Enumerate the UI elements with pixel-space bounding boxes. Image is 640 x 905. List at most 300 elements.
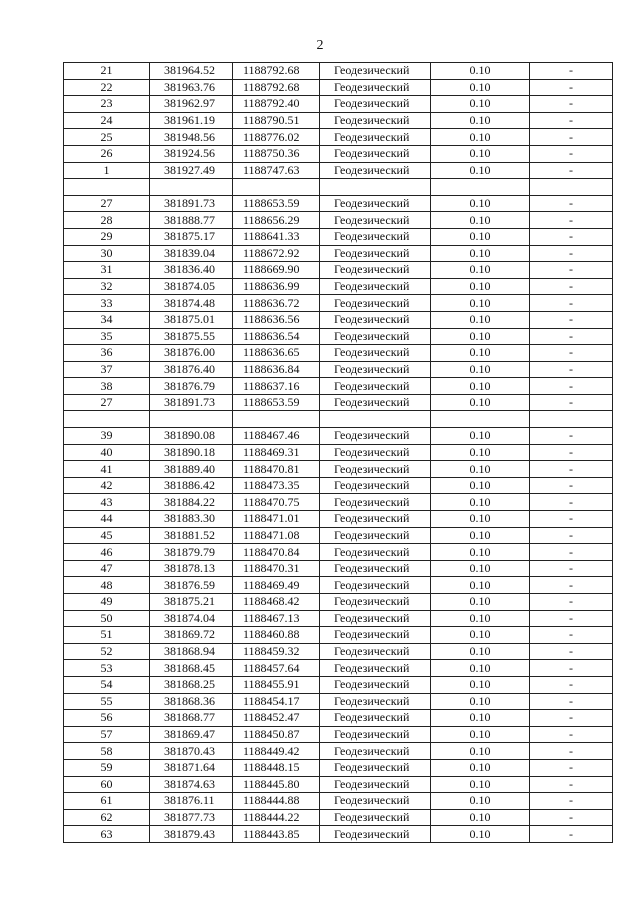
method-cell: Геодезический	[320, 278, 431, 295]
x-coordinate-cell: 381874.63	[150, 776, 233, 793]
table-row	[64, 610, 613, 627]
empty-cell	[150, 179, 233, 196]
point-number-cell: 40	[64, 444, 150, 461]
y-coordinate-cell: 1188636.84	[233, 361, 320, 378]
point-number-cell: 21	[64, 63, 150, 80]
point-number-cell: 38	[64, 378, 150, 395]
description-cell: -	[530, 96, 613, 113]
table-row	[64, 394, 613, 411]
y-coordinate-cell: 1188750.36	[233, 145, 320, 162]
x-coordinate-cell: 381889.40	[150, 461, 233, 478]
accuracy-cell: 0.10	[431, 627, 530, 644]
point-number-cell: 49	[64, 594, 150, 611]
method-cell: Геодезический	[320, 577, 431, 594]
accuracy-cell: 0.10	[431, 428, 530, 445]
table-row	[64, 112, 613, 129]
table-row	[64, 494, 613, 511]
description-cell: -	[530, 428, 613, 445]
table-row	[64, 544, 613, 561]
point-number-cell: 63	[64, 826, 150, 843]
x-coordinate-cell: 381836.40	[150, 262, 233, 279]
point-number-cell: 27	[64, 195, 150, 212]
point-number-cell: 45	[64, 527, 150, 544]
coordinates-table	[63, 62, 613, 843]
y-coordinate-cell: 1188449.42	[233, 743, 320, 760]
y-coordinate-cell: 1188792.68	[233, 63, 320, 80]
table-row	[64, 726, 613, 743]
table-row	[64, 826, 613, 843]
y-coordinate-cell: 1188468.42	[233, 594, 320, 611]
table-row	[64, 378, 613, 395]
y-coordinate-cell: 1188471.01	[233, 511, 320, 528]
x-coordinate-cell: 381875.01	[150, 311, 233, 328]
accuracy-cell: 0.10	[431, 79, 530, 96]
y-coordinate-cell: 1188637.16	[233, 378, 320, 395]
table-row	[64, 693, 613, 710]
x-coordinate-cell: 381879.79	[150, 544, 233, 561]
description-cell: -	[530, 378, 613, 395]
method-cell: Геодезический	[320, 311, 431, 328]
y-coordinate-cell: 1188641.33	[233, 228, 320, 245]
empty-cell	[64, 411, 150, 428]
y-coordinate-cell: 1188444.88	[233, 793, 320, 810]
accuracy-cell: 0.10	[431, 394, 530, 411]
x-coordinate-cell: 381927.49	[150, 162, 233, 179]
method-cell: Геодезический	[320, 262, 431, 279]
description-cell: -	[530, 594, 613, 611]
table-row	[64, 63, 613, 80]
description-cell: -	[530, 743, 613, 760]
y-coordinate-cell: 1188467.13	[233, 610, 320, 627]
table-row	[64, 361, 613, 378]
description-cell: -	[530, 627, 613, 644]
accuracy-cell: 0.10	[431, 527, 530, 544]
accuracy-cell: 0.10	[431, 461, 530, 478]
empty-cell	[431, 411, 530, 428]
x-coordinate-cell: 381879.43	[150, 826, 233, 843]
accuracy-cell: 0.10	[431, 378, 530, 395]
method-cell: Геодезический	[320, 228, 431, 245]
table-row	[64, 477, 613, 494]
description-cell: -	[530, 793, 613, 810]
accuracy-cell: 0.10	[431, 328, 530, 345]
point-number-cell: 29	[64, 228, 150, 245]
accuracy-cell: 0.10	[431, 643, 530, 660]
accuracy-cell: 0.10	[431, 759, 530, 776]
accuracy-cell: 0.10	[431, 793, 530, 810]
description-cell: -	[530, 394, 613, 411]
method-cell: Геодезический	[320, 361, 431, 378]
description-cell: -	[530, 759, 613, 776]
description-cell: -	[530, 527, 613, 544]
x-coordinate-cell: 381875.21	[150, 594, 233, 611]
accuracy-cell: 0.10	[431, 676, 530, 693]
point-number-cell: 52	[64, 643, 150, 660]
accuracy-cell: 0.10	[431, 112, 530, 129]
table-row	[64, 245, 613, 262]
method-cell: Геодезический	[320, 394, 431, 411]
y-coordinate-cell: 1188790.51	[233, 112, 320, 129]
x-coordinate-cell: 381884.22	[150, 494, 233, 511]
table-row	[64, 676, 613, 693]
method-cell: Геодезический	[320, 527, 431, 544]
point-number-cell: 36	[64, 345, 150, 362]
point-number-cell: 51	[64, 627, 150, 644]
accuracy-cell: 0.10	[431, 809, 530, 826]
x-coordinate-cell: 381924.56	[150, 145, 233, 162]
y-coordinate-cell: 1188443.85	[233, 826, 320, 843]
description-cell: -	[530, 444, 613, 461]
x-coordinate-cell: 381963.76	[150, 79, 233, 96]
group-separator-row	[64, 179, 613, 196]
point-number-cell: 34	[64, 311, 150, 328]
group-separator-row	[64, 411, 613, 428]
table-row	[64, 776, 613, 793]
y-coordinate-cell: 1188636.56	[233, 311, 320, 328]
method-cell: Геодезический	[320, 594, 431, 611]
method-cell: Геодезический	[320, 710, 431, 727]
x-coordinate-cell: 381839.04	[150, 245, 233, 262]
method-cell: Геодезический	[320, 112, 431, 129]
x-coordinate-cell: 381877.73	[150, 809, 233, 826]
table-row	[64, 710, 613, 727]
point-number-cell: 57	[64, 726, 150, 743]
x-coordinate-cell: 381888.77	[150, 212, 233, 229]
x-coordinate-cell: 381875.17	[150, 228, 233, 245]
y-coordinate-cell: 1188448.15	[233, 759, 320, 776]
y-coordinate-cell: 1188467.46	[233, 428, 320, 445]
accuracy-cell: 0.10	[431, 544, 530, 561]
accuracy-cell: 0.10	[431, 195, 530, 212]
table-row	[64, 311, 613, 328]
x-coordinate-cell: 381870.43	[150, 743, 233, 760]
accuracy-cell: 0.10	[431, 228, 530, 245]
table-row	[64, 428, 613, 445]
method-cell: Геодезический	[320, 693, 431, 710]
accuracy-cell: 0.10	[431, 693, 530, 710]
accuracy-cell: 0.10	[431, 63, 530, 80]
y-coordinate-cell: 1188470.31	[233, 560, 320, 577]
accuracy-cell: 0.10	[431, 826, 530, 843]
description-cell: -	[530, 511, 613, 528]
method-cell: Геодезический	[320, 610, 431, 627]
point-number-cell: 23	[64, 96, 150, 113]
description-cell: -	[530, 676, 613, 693]
x-coordinate-cell: 381874.05	[150, 278, 233, 295]
table-row	[64, 627, 613, 644]
method-cell: Геодезический	[320, 212, 431, 229]
table-row	[64, 145, 613, 162]
description-cell: -	[530, 544, 613, 561]
table-row	[64, 643, 613, 660]
y-coordinate-cell: 1188455.91	[233, 676, 320, 693]
x-coordinate-cell: 381890.18	[150, 444, 233, 461]
y-coordinate-cell: 1188669.90	[233, 262, 320, 279]
y-coordinate-cell: 1188452.47	[233, 710, 320, 727]
coordinates-table-body	[64, 63, 613, 843]
point-number-cell: 60	[64, 776, 150, 793]
accuracy-cell: 0.10	[431, 295, 530, 312]
accuracy-cell: 0.10	[431, 245, 530, 262]
x-coordinate-cell: 381961.19	[150, 112, 233, 129]
accuracy-cell: 0.10	[431, 96, 530, 113]
x-coordinate-cell: 381883.30	[150, 511, 233, 528]
page-number: 2	[316, 38, 324, 53]
table-row	[64, 809, 613, 826]
y-coordinate-cell: 1188636.54	[233, 328, 320, 345]
method-cell: Геодезический	[320, 245, 431, 262]
y-coordinate-cell: 1188450.87	[233, 726, 320, 743]
y-coordinate-cell: 1188747.63	[233, 162, 320, 179]
description-cell: -	[530, 228, 613, 245]
point-number-cell: 43	[64, 494, 150, 511]
point-number-cell: 44	[64, 511, 150, 528]
description-cell: -	[530, 610, 613, 627]
description-cell: -	[530, 295, 613, 312]
method-cell: Геодезический	[320, 162, 431, 179]
table-row	[64, 228, 613, 245]
description-cell: -	[530, 826, 613, 843]
description-cell: -	[530, 129, 613, 146]
table-row	[64, 660, 613, 677]
accuracy-cell: 0.10	[431, 743, 530, 760]
point-number-cell: 25	[64, 129, 150, 146]
description-cell: -	[530, 726, 613, 743]
x-coordinate-cell: 381868.36	[150, 693, 233, 710]
x-coordinate-cell: 381891.73	[150, 394, 233, 411]
y-coordinate-cell: 1188636.65	[233, 345, 320, 362]
method-cell: Геодезический	[320, 544, 431, 561]
x-coordinate-cell: 381871.64	[150, 759, 233, 776]
point-number-cell: 35	[64, 328, 150, 345]
table-row	[64, 195, 613, 212]
method-cell: Геодезический	[320, 63, 431, 80]
empty-cell	[530, 179, 613, 196]
table-row	[64, 743, 613, 760]
point-number-cell: 55	[64, 693, 150, 710]
x-coordinate-cell: 381875.55	[150, 328, 233, 345]
accuracy-cell: 0.10	[431, 278, 530, 295]
accuracy-cell: 0.10	[431, 577, 530, 594]
y-coordinate-cell: 1188471.08	[233, 527, 320, 544]
point-number-cell: 37	[64, 361, 150, 378]
description-cell: -	[530, 560, 613, 577]
point-number-cell: 48	[64, 577, 150, 594]
x-coordinate-cell: 381868.94	[150, 643, 233, 660]
table-row	[64, 461, 613, 478]
point-number-cell: 39	[64, 428, 150, 445]
empty-cell	[320, 411, 431, 428]
description-cell: -	[530, 212, 613, 229]
y-coordinate-cell: 1188445.80	[233, 776, 320, 793]
method-cell: Геодезический	[320, 328, 431, 345]
x-coordinate-cell: 381868.25	[150, 676, 233, 693]
description-cell: -	[530, 361, 613, 378]
point-number-cell: 62	[64, 809, 150, 826]
accuracy-cell: 0.10	[431, 776, 530, 793]
method-cell: Геодезический	[320, 378, 431, 395]
accuracy-cell: 0.10	[431, 560, 530, 577]
method-cell: Геодезический	[320, 477, 431, 494]
description-cell: -	[530, 577, 613, 594]
description-cell: -	[530, 162, 613, 179]
table-row	[64, 511, 613, 528]
point-number-cell: 31	[64, 262, 150, 279]
method-cell: Геодезический	[320, 494, 431, 511]
x-coordinate-cell: 381876.00	[150, 345, 233, 362]
empty-cell	[320, 179, 431, 196]
accuracy-cell: 0.10	[431, 129, 530, 146]
y-coordinate-cell: 1188653.59	[233, 195, 320, 212]
x-coordinate-cell: 381876.79	[150, 378, 233, 395]
method-cell: Геодезический	[320, 726, 431, 743]
point-number-cell: 1	[64, 162, 150, 179]
x-coordinate-cell: 381890.08	[150, 428, 233, 445]
point-number-cell: 33	[64, 295, 150, 312]
y-coordinate-cell: 1188470.75	[233, 494, 320, 511]
description-cell: -	[530, 112, 613, 129]
x-coordinate-cell: 381869.72	[150, 627, 233, 644]
point-number-cell: 50	[64, 610, 150, 627]
x-coordinate-cell: 381876.59	[150, 577, 233, 594]
table-row	[64, 262, 613, 279]
table-row	[64, 594, 613, 611]
accuracy-cell: 0.10	[431, 311, 530, 328]
y-coordinate-cell: 1188460.88	[233, 627, 320, 644]
y-coordinate-cell: 1188792.40	[233, 96, 320, 113]
method-cell: Геодезический	[320, 145, 431, 162]
method-cell: Геодезический	[320, 560, 431, 577]
table-row	[64, 129, 613, 146]
table-row	[64, 577, 613, 594]
description-cell: -	[530, 660, 613, 677]
table-row	[64, 278, 613, 295]
point-number-cell: 53	[64, 660, 150, 677]
method-cell: Геодезический	[320, 79, 431, 96]
point-number-cell: 24	[64, 112, 150, 129]
y-coordinate-cell: 1188469.49	[233, 577, 320, 594]
x-coordinate-cell: 381876.40	[150, 361, 233, 378]
table-row	[64, 162, 613, 179]
description-cell: -	[530, 461, 613, 478]
method-cell: Геодезический	[320, 345, 431, 362]
y-coordinate-cell: 1188470.84	[233, 544, 320, 561]
empty-cell	[431, 179, 530, 196]
method-cell: Геодезический	[320, 627, 431, 644]
x-coordinate-cell: 381876.11	[150, 793, 233, 810]
method-cell: Геодезический	[320, 743, 431, 760]
accuracy-cell: 0.10	[431, 477, 530, 494]
empty-cell	[530, 411, 613, 428]
point-number-cell: 58	[64, 743, 150, 760]
table-row	[64, 96, 613, 113]
point-number-cell: 54	[64, 676, 150, 693]
method-cell: Геодезический	[320, 793, 431, 810]
y-coordinate-cell: 1188473.35	[233, 477, 320, 494]
point-number-cell: 28	[64, 212, 150, 229]
y-coordinate-cell: 1188792.68	[233, 79, 320, 96]
point-number-cell: 56	[64, 710, 150, 727]
x-coordinate-cell: 381881.52	[150, 527, 233, 544]
description-cell: -	[530, 809, 613, 826]
accuracy-cell: 0.10	[431, 361, 530, 378]
table-row	[64, 212, 613, 229]
x-coordinate-cell: 381886.42	[150, 477, 233, 494]
x-coordinate-cell: 381948.56	[150, 129, 233, 146]
description-cell: -	[530, 262, 613, 279]
method-cell: Геодезический	[320, 759, 431, 776]
method-cell: Геодезический	[320, 776, 431, 793]
description-cell: -	[530, 63, 613, 80]
x-coordinate-cell: 381869.47	[150, 726, 233, 743]
method-cell: Геодезический	[320, 826, 431, 843]
accuracy-cell: 0.10	[431, 212, 530, 229]
point-number-cell: 42	[64, 477, 150, 494]
accuracy-cell: 0.10	[431, 494, 530, 511]
method-cell: Геодезический	[320, 660, 431, 677]
point-number-cell: 26	[64, 145, 150, 162]
x-coordinate-cell: 381962.97	[150, 96, 233, 113]
description-cell: -	[530, 693, 613, 710]
point-number-cell: 32	[64, 278, 150, 295]
table-row	[64, 444, 613, 461]
x-coordinate-cell: 381874.48	[150, 295, 233, 312]
description-cell: -	[530, 643, 613, 660]
description-cell: -	[530, 345, 613, 362]
description-cell: -	[530, 710, 613, 727]
empty-cell	[233, 411, 320, 428]
empty-cell	[64, 179, 150, 196]
method-cell: Геодезический	[320, 96, 431, 113]
y-coordinate-cell: 1188656.29	[233, 212, 320, 229]
method-cell: Геодезический	[320, 195, 431, 212]
accuracy-cell: 0.10	[431, 726, 530, 743]
table-row	[64, 295, 613, 312]
y-coordinate-cell: 1188672.92	[233, 245, 320, 262]
description-cell: -	[530, 278, 613, 295]
y-coordinate-cell: 1188457.64	[233, 660, 320, 677]
accuracy-cell: 0.10	[431, 511, 530, 528]
y-coordinate-cell: 1188454.17	[233, 693, 320, 710]
description-cell: -	[530, 145, 613, 162]
method-cell: Геодезический	[320, 461, 431, 478]
description-cell: -	[530, 311, 613, 328]
accuracy-cell: 0.10	[431, 610, 530, 627]
y-coordinate-cell: 1188776.02	[233, 129, 320, 146]
table-row	[64, 328, 613, 345]
method-cell: Геодезический	[320, 428, 431, 445]
point-number-cell: 46	[64, 544, 150, 561]
accuracy-cell: 0.10	[431, 145, 530, 162]
method-cell: Геодезический	[320, 643, 431, 660]
table-row	[64, 759, 613, 776]
accuracy-cell: 0.10	[431, 710, 530, 727]
x-coordinate-cell: 381891.73	[150, 195, 233, 212]
empty-cell	[233, 179, 320, 196]
table-row	[64, 345, 613, 362]
x-coordinate-cell: 381868.45	[150, 660, 233, 677]
description-cell: -	[530, 477, 613, 494]
method-cell: Геодезический	[320, 129, 431, 146]
method-cell: Геодезический	[320, 295, 431, 312]
table-row	[64, 793, 613, 810]
description-cell: -	[530, 776, 613, 793]
y-coordinate-cell: 1188636.72	[233, 295, 320, 312]
y-coordinate-cell: 1188653.59	[233, 394, 320, 411]
x-coordinate-cell: 381964.52	[150, 63, 233, 80]
accuracy-cell: 0.10	[431, 594, 530, 611]
accuracy-cell: 0.10	[431, 162, 530, 179]
